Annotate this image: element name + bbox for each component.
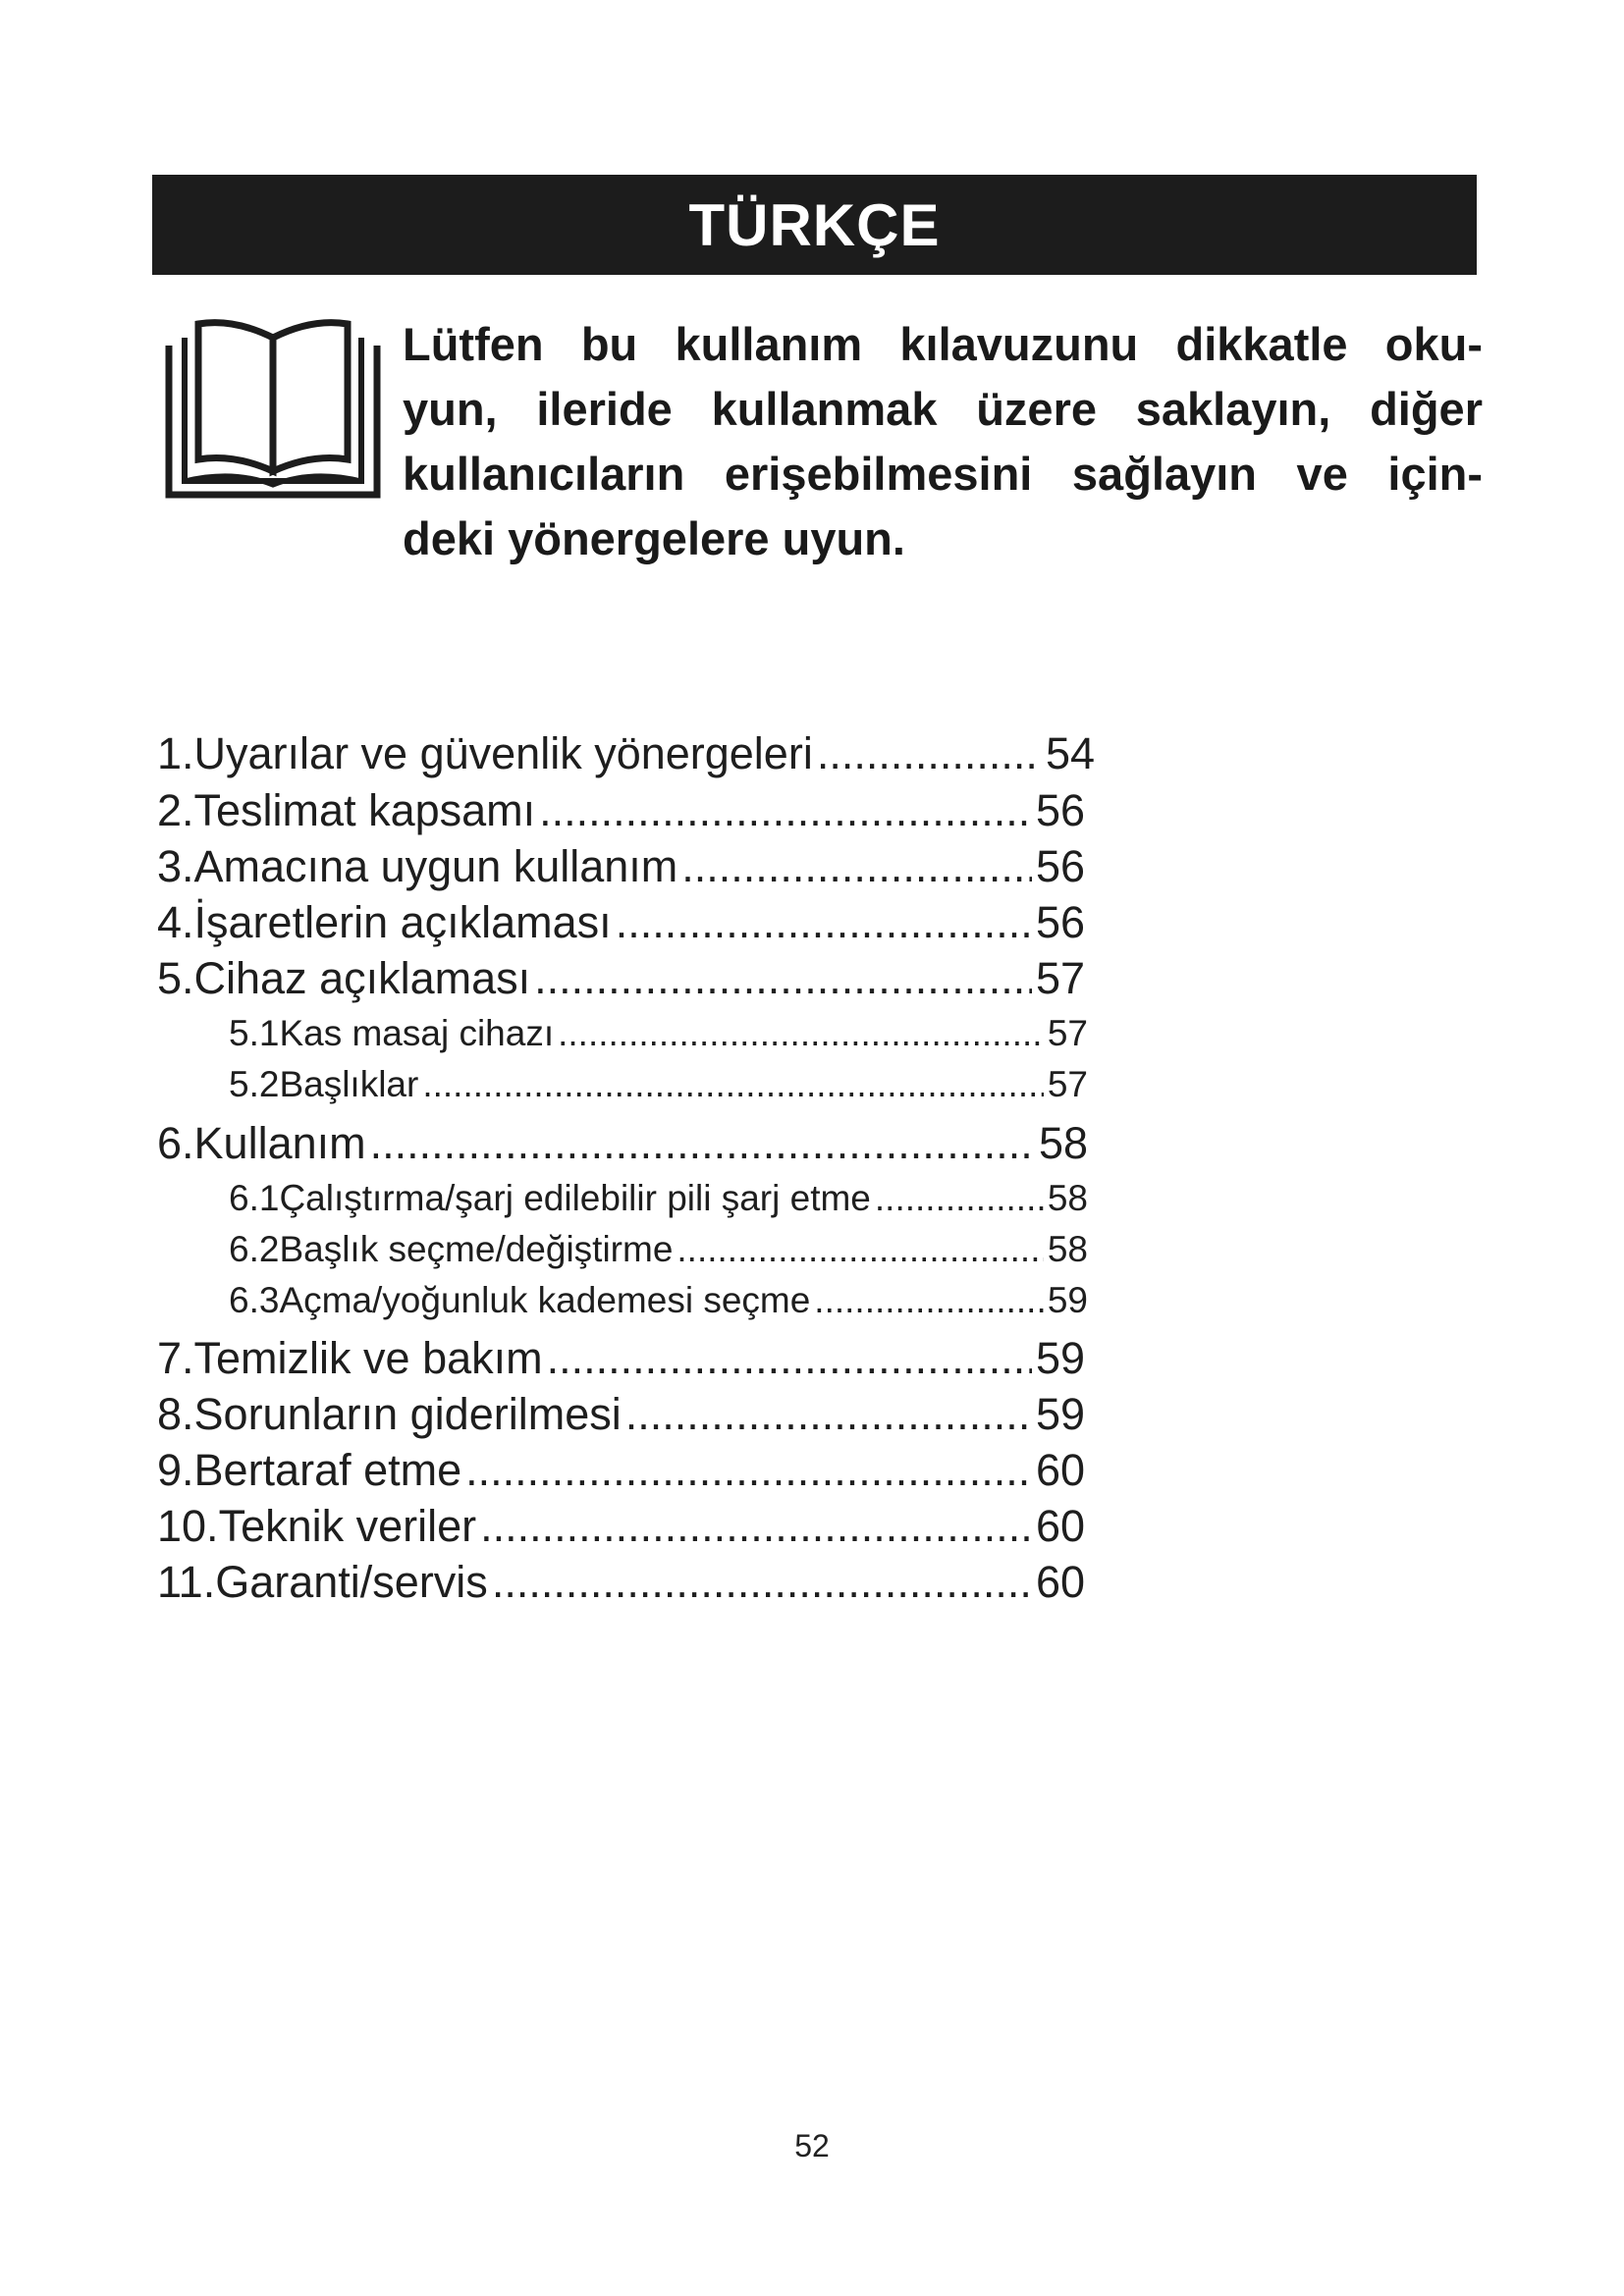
toc-leader [817, 728, 1042, 779]
toc-number: 5.1 [229, 1013, 280, 1053]
toc-number: 7. [157, 1333, 194, 1383]
toc-leader [875, 1178, 1044, 1219]
toc-entry[interactable] [157, 1557, 1085, 1612]
toc-leader [465, 1445, 1032, 1496]
toc-leader [539, 785, 1032, 836]
toc-number: 8. [157, 1389, 194, 1439]
toc-leader [814, 1280, 1044, 1321]
toc-leader [681, 841, 1032, 892]
toc-leader [370, 1118, 1035, 1169]
toc-leader [480, 1501, 1032, 1552]
toc-page: 57 [1035, 953, 1085, 1003]
toc-entry[interactable] [157, 785, 1085, 840]
toc-number: 5. [157, 953, 194, 1003]
toc-entry[interactable] [157, 953, 1085, 1008]
intro-line: yun, ileride kullanmak üzere saklayın, diğer [403, 383, 1483, 435]
toc-page: 60 [1035, 1501, 1085, 1551]
toc-subentry[interactable] [229, 1280, 1088, 1325]
toc-page: 59 [1047, 1280, 1088, 1320]
toc-page: 56 [1035, 785, 1085, 835]
toc-title: Sorunların giderilmesi [193, 1389, 622, 1439]
toc-page: 58 [1047, 1178, 1088, 1218]
toc-title: Garanti/servis [215, 1557, 488, 1607]
toc-title: Cihaz açıklaması [193, 953, 531, 1003]
toc-title: Temizlik ve bakım [193, 1333, 543, 1383]
toc-number: 6.3 [229, 1280, 280, 1320]
toc-title: Başlık seçme/değiştirme [279, 1229, 674, 1269]
toc-number: 6. [157, 1118, 194, 1168]
intro-line: kullanıcıların erişebilmesini sağlayın ve için- [403, 448, 1483, 500]
toc-page: 58 [1038, 1118, 1088, 1168]
toc-number: 9. [157, 1445, 194, 1495]
intro-line: deki yönergelere uyun. [403, 512, 905, 564]
toc-subentry[interactable] [229, 1178, 1088, 1223]
toc-entry[interactable] [157, 1445, 1085, 1500]
toc-number: 11. [157, 1557, 216, 1607]
toc-subentry[interactable] [229, 1013, 1088, 1058]
toc-leader [534, 953, 1032, 1004]
toc-leader [492, 1557, 1032, 1608]
toc-page: 57 [1047, 1013, 1088, 1053]
toc-number: 3. [157, 841, 194, 891]
toc-title: Açma/yoğunluk kademesi seçme [279, 1280, 811, 1320]
toc-number: 5.2 [229, 1064, 280, 1104]
toc-entry[interactable] [157, 841, 1085, 896]
toc-entry[interactable] [157, 1333, 1085, 1388]
toc-subentry[interactable] [229, 1064, 1088, 1109]
toc-page: 57 [1047, 1064, 1088, 1104]
toc-title: Kas masaj cihazı [279, 1013, 555, 1053]
toc-number: 2. [157, 785, 194, 835]
toc-subentry[interactable] [229, 1229, 1088, 1274]
page-number: 52 [794, 2128, 830, 2163]
toc-page: 56 [1035, 841, 1085, 891]
intro-line: Lütfen bu kullanım kılavuzunu dikkatle oku- [403, 318, 1483, 370]
toc-page: 56 [1035, 897, 1085, 947]
toc-page: 60 [1035, 1445, 1085, 1495]
toc-leader [625, 1389, 1032, 1440]
toc-title: Bertaraf etme [193, 1445, 462, 1495]
toc-title: Kullanım [193, 1118, 366, 1168]
toc-leader [422, 1064, 1044, 1105]
toc-page: 60 [1035, 1557, 1085, 1607]
toc-title: Teslimat kapsamı [193, 785, 536, 835]
toc-leader [677, 1229, 1043, 1270]
toc-page: 59 [1035, 1389, 1085, 1439]
toc-entry[interactable] [157, 897, 1085, 952]
toc-page: 58 [1047, 1229, 1088, 1269]
toc-title: İşaretlerin açıklaması [193, 897, 612, 947]
toc-page: 59 [1035, 1333, 1085, 1383]
toc-page: 54 [1045, 728, 1095, 778]
toc-number: 6.2 [229, 1229, 280, 1269]
toc-leader [547, 1333, 1032, 1384]
toc-entry[interactable] [157, 728, 1095, 783]
toc-entry[interactable] [157, 1501, 1085, 1556]
toc-number: 6.1 [229, 1178, 280, 1218]
toc-title: Amacına uygun kullanım [193, 841, 678, 891]
toc-title: Teknik veriler [218, 1501, 477, 1551]
language-title: TÜRKÇE [688, 191, 941, 258]
toc-number: 10. [157, 1501, 219, 1551]
toc-leader [558, 1013, 1044, 1054]
toc-title: Uyarılar ve güvenlik yönergeleri [193, 728, 813, 778]
toc-entry[interactable] [157, 1389, 1085, 1444]
toc-number: 4. [157, 897, 194, 947]
toc-entry[interactable] [157, 1118, 1088, 1173]
toc-number: 1. [157, 728, 194, 778]
toc-title: Başlıklar [279, 1064, 419, 1104]
toc-title: Çalıştırma/şarj edilebilir pili şarj etme [279, 1178, 871, 1218]
toc-leader [616, 897, 1032, 948]
